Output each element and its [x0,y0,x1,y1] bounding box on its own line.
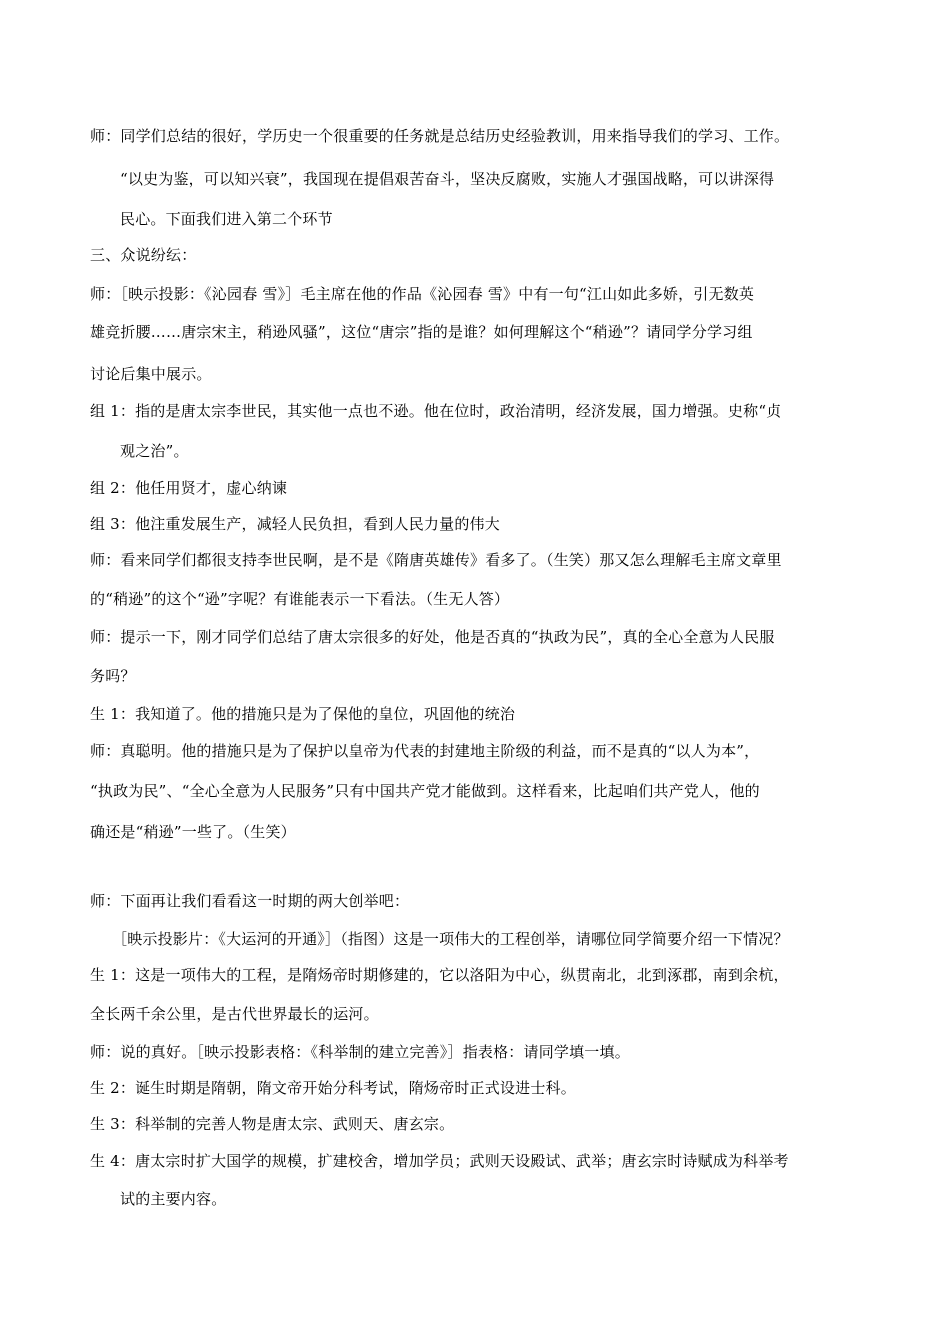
paragraph-line: 生 3：科举制的完善人物是唐太宗、武则天、唐玄宗。 [90,1115,455,1133]
paragraph-line: 师：真聪明。他的措施只是为了保护以皇帝为代表的封建地主阶级的利益，而不是真的“以人为本”， [90,742,760,760]
paragraph-line: 组 1：指的是唐太宗李世民，其实他一点也不逊。他在位时，政治清明，经济发展，国力增强。史称“贞 [90,402,782,420]
section-heading: 三、众说纷纭： [90,246,197,264]
paragraph-line: 确还是“稍逊”一些了。（生笑） [90,823,296,841]
paragraph-line: 师：看来同学们都很支持李世民啊，是不是《隋唐英雄传》看多了。（生笑）那又怎么理解毛主席文章里 [90,551,782,569]
paragraph-line: 生 2：诞生时期是隋朝，隋文帝开始分科考试，隋炀帝时正式设进士科。 [90,1079,576,1097]
paragraph-line: 务吗？ [90,667,136,685]
paragraph-line: 生 1：这是一项伟大的工程，是隋炀帝时期修建的，它以洛阳为中心，纵贯南北，北到涿郡，南到余杭， [90,966,789,984]
paragraph-line: 生 4：唐太宗时扩大国学的规模，扩建校舍，增加学员；武则天设殿试、武举；唐玄宗时诗赋成为科举考 [90,1152,789,1170]
paragraph-line: 的“稍逊”的这个“逊”字呢？有谁能表示一下看法。（生无人答） [90,590,510,608]
paragraph-line: 师：提示一下，刚才同学们总结了唐太宗很多的好处，他是否真的“执政为民”，真的全心全意为人民服 [90,628,775,646]
paragraph-line: 师：［映示投影：《沁园春 雪》］毛主席在他的作品《沁园春 雪》中有一句“江山如此多娇，引无数英 [90,285,755,303]
paragraph-line: 讨论后集中展示。 [90,365,212,383]
paragraph-line: 观之治”。 [120,442,189,460]
paragraph-line: “以史为鉴，可以知兴衰”，我国现在提倡艰苦奋斗，坚决反腐败，实施人才强国战略，可以讲深得 [120,170,775,188]
paragraph-line: 试的主要内容。 [120,1190,227,1208]
paragraph-line: 师：说的真好。［映示投影表格：《科举制的建立完善》］指表格：请同学填一填。 [90,1043,630,1061]
paragraph-line: 雄竞折腰……唐宗宋主，稍逊风骚”，这位“唐宗”指的是谁？如何理解这个“稍逊”？请同学分学习组 [90,323,753,341]
paragraph-line: 组 2：他任用贤才，虚心纳谏 [90,479,288,497]
paragraph-line: ［映示投影片：《大运河的开通》］（指图）这是一项伟大的工程创举，请哪位同学简要介绍一下情况？ [112,930,789,948]
paragraph-line: 师：下面再让我们看看这一时期的两大创举吧： [90,892,410,910]
paragraph-line: 组 3：他注重发展生产，减轻人民负担，看到人民力量的伟大 [90,515,500,533]
paragraph-line: 师：同学们总结的很好，学历史一个很重要的任务就是总结历史经验教训，用来指导我们的学习、工作。 [90,127,790,145]
paragraph-line: “执政为民”、“全心全意为人民服务”只有中国共产党才能做到。这样看来，比起咱们共产党人，他的 [90,782,760,800]
paragraph-line: 生 1：我知道了。他的措施只是为了保他的皇位，巩固他的统治 [90,705,516,723]
paragraph-line: 全长两千余公里，是古代世界最长的运河。 [90,1005,379,1023]
paragraph-line: 民心。下面我们进入第二个环节 [120,210,333,228]
